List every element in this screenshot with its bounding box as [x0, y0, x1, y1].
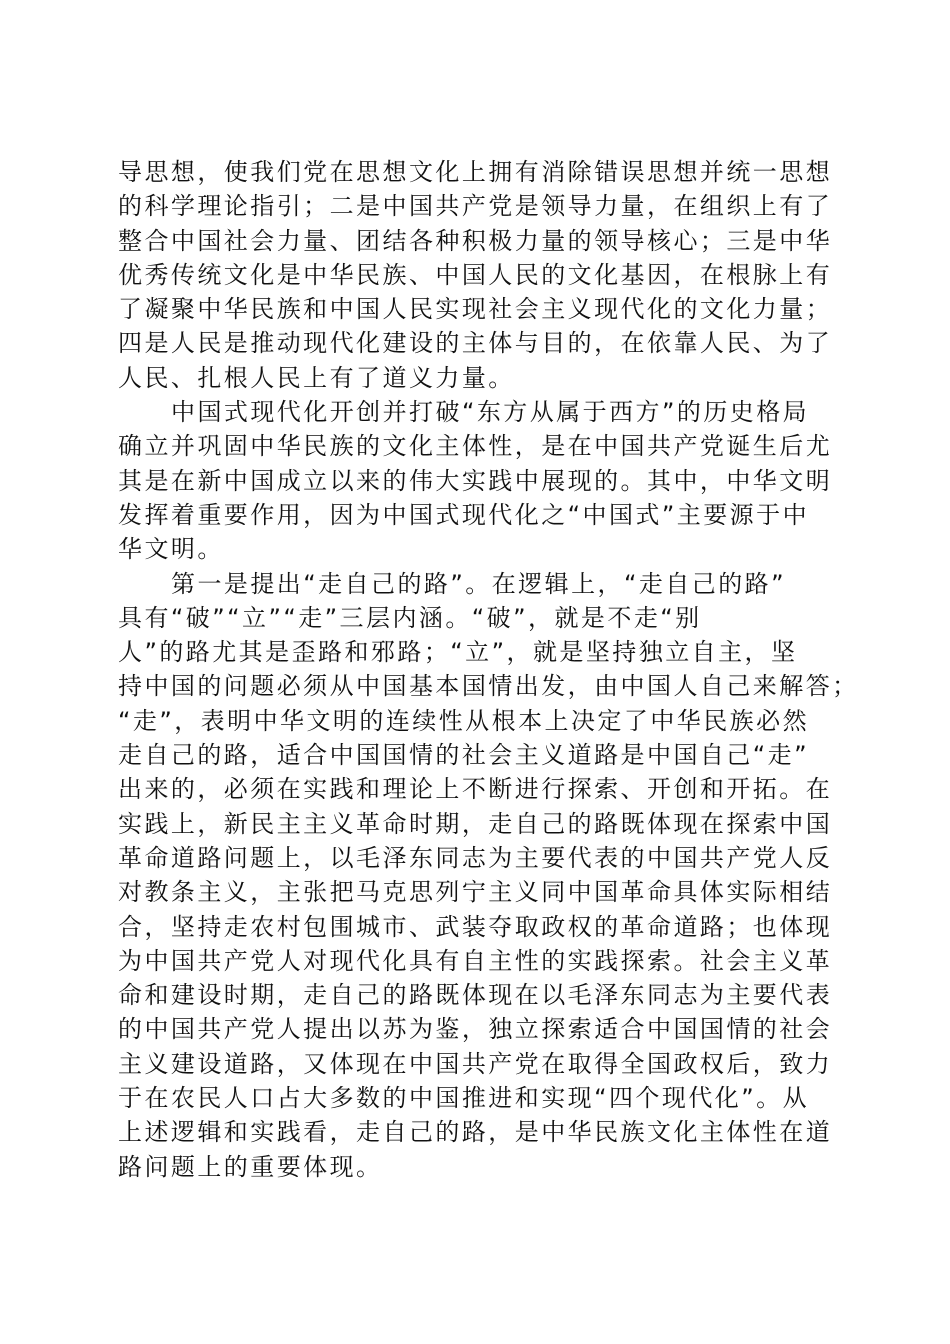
- text-line: 了凝聚中华民族和中国人民实现社会主义现代化的文化力量；: [118, 295, 833, 324]
- document-body: [118, 155, 859, 1184]
- text-line: 整合中国社会力量、团结各种积极力量的领导核心；三是中华: [118, 226, 833, 255]
- text-line: 为中国共产党人对现代化具有自主性的实践探索。社会主义革: [118, 946, 833, 975]
- paragraph: [118, 567, 859, 1184]
- text-line: 导思想，使我们党在思想文化上拥有消除错误思想并统一思想: [118, 158, 833, 186]
- text-line: 路问题上的重要体现。: [118, 1152, 383, 1181]
- text-line: 走自己的路，适合中国国情的社会主义道路是中国自己“走”: [118, 741, 810, 770]
- text-line: “走”，表明中华文明的连续性从根本上决定了中华民族必然: [118, 706, 810, 735]
- text-line: 实践上，新民主主义革命时期，走自己的路既体现在探索中国: [118, 809, 833, 838]
- text-line: 上述逻辑和实践看，走自己的路，是中华民族文化主体性在道: [118, 1118, 833, 1147]
- text-line: 于在农民人口占大多数的中国推进和实现“四个现代化”。从: [118, 1084, 810, 1113]
- text-line: 的科学理论指引；二是中国共产党是领导力量，在组织上有了: [118, 192, 833, 221]
- text-line: 合，坚持走农村包围城市、武装夺取政权的革命道路；也体现: [118, 912, 833, 941]
- text-line: 人民、扎根人民上有了道义力量。: [118, 363, 515, 392]
- text-line: 对教条主义，主张把马克思列宁主义同中国革命具体实际相结: [118, 878, 833, 907]
- text-line: 命和建设时期，走自己的路既体现在以毛泽东同志为主要代表: [118, 981, 833, 1010]
- text-line: 人”的路尤其是歪路和邪路；“立”，就是坚持独立自主，坚: [118, 638, 798, 667]
- text-line: 具有“破”“立”“走”三层内涵。“破”，就是不走“别: [118, 603, 702, 632]
- paragraph: [118, 155, 848, 395]
- text-line: 中国式现代化开创并打破“东方从属于西方”的历史格局: [171, 398, 810, 427]
- text-line: 革命道路问题上，以毛泽东同志为主要代表的中国共产党人反: [118, 843, 833, 872]
- text-line: 第一是提出“走自己的路”。在逻辑上，“走自己的路”: [171, 569, 786, 598]
- text-line: 优秀传统文化是中华民族、中国人民的文化基因，在根脉上有: [118, 260, 833, 289]
- text-line: 其是在新中国成立以来的伟大实践中展现的。其中，中华文明: [118, 466, 833, 495]
- paragraph: [118, 395, 848, 566]
- text-line: 的中国共产党人提出以苏为鉴，独立探索适合中国国情的社会: [118, 1015, 833, 1044]
- text-line: 持中国的问题必须从中国基本国情出发，由中国人自己来解答；: [118, 672, 859, 701]
- text-line: 发挥着重要作用，因为中国式现代化之“中国式”主要源于中: [118, 500, 810, 529]
- text-line: 主义建设道路，又体现在中国共产党在取得全国政权后，致力: [118, 1049, 833, 1078]
- text-line: 确立并巩固中华民族的文化主体性，是在中国共产党诞生后尤: [118, 432, 833, 461]
- text-line: 四是人民是推动现代化建设的主体与目的，在依靠人民、为了: [118, 329, 833, 358]
- text-line: 华文明。: [118, 535, 224, 564]
- text-line: 出来的，必须在实践和理论上不断进行探索、开创和开拓。在: [118, 775, 833, 804]
